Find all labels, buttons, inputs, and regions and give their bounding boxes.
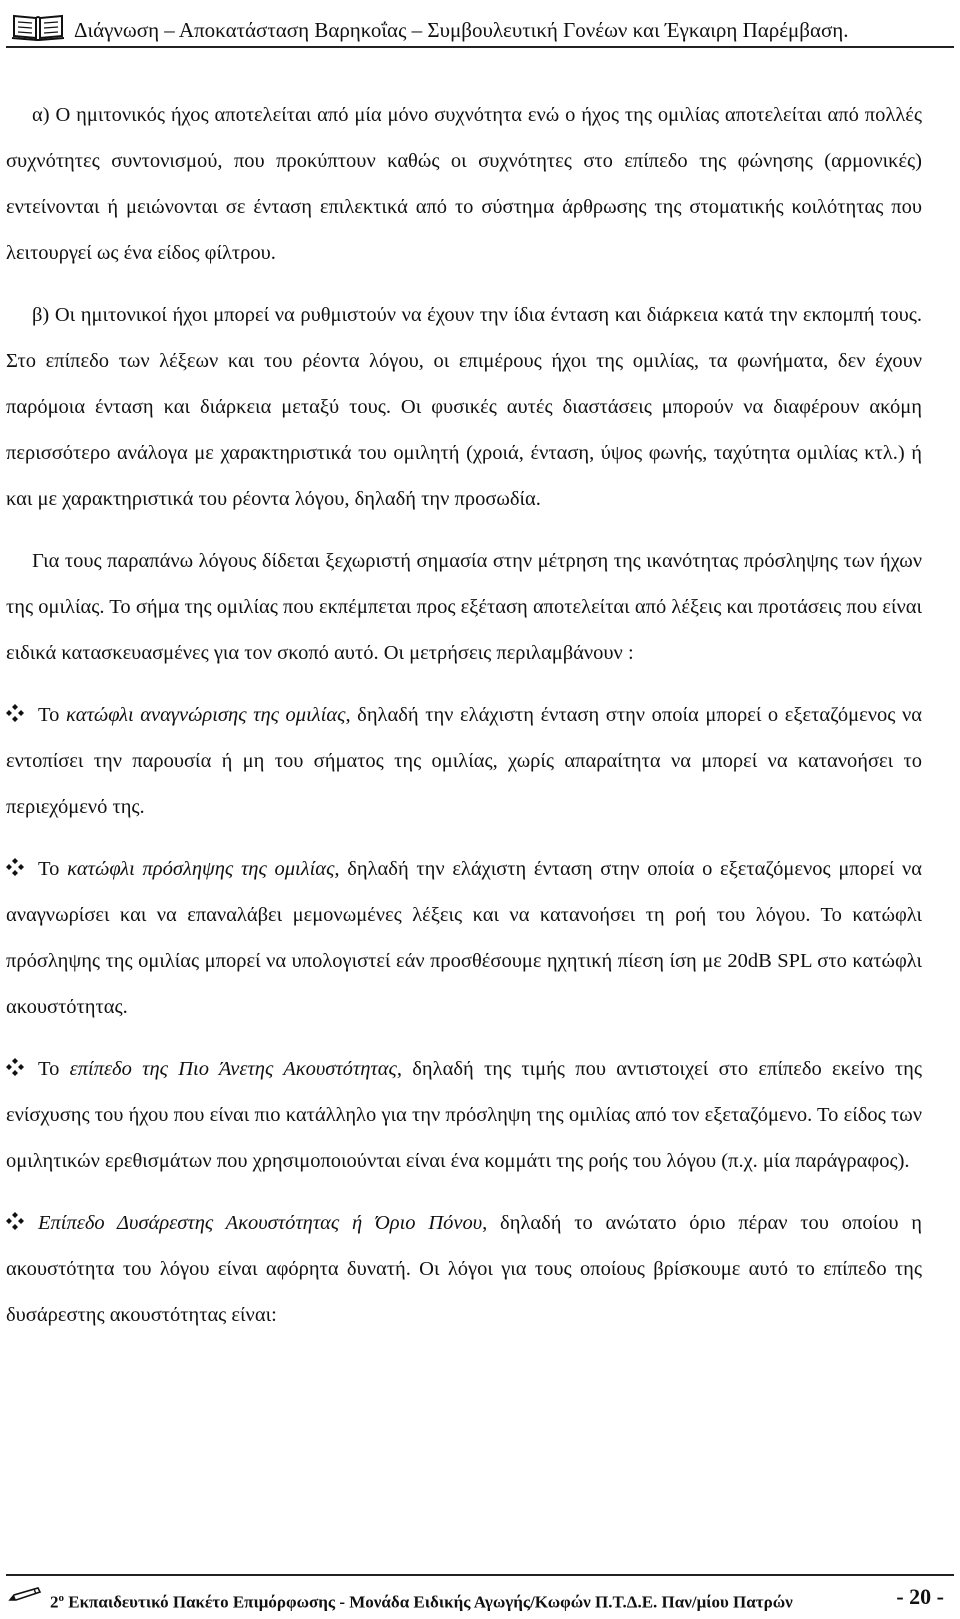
bullet-term: Επίπεδο Δυσάρεστης Ακουστότητας ή Όριο Πόνου xyxy=(38,1212,483,1234)
bullet-lead: Το xyxy=(38,858,68,880)
bullet-term: κατώφλι αναγνώρισης της ομιλίας xyxy=(65,704,346,726)
bullet-lead: Το xyxy=(38,704,66,726)
diamond-cluster-icon xyxy=(6,1058,24,1076)
header-title: Διάγνωση – Αποκατάσταση Βαρηκοΐας – Συμβουλευτική Γονέων και Έγκαιρη Παρέμβαση. xyxy=(74,18,849,42)
bullet-item xyxy=(6,846,922,1030)
footer-title: Εκπαιδευτικό Πακέτο Επιμόρφωσης - Μονάδα Ειδικής Αγωγής/Κωφών Π.Τ.Δ.Ε. Παν/μίου Πατρών xyxy=(64,1592,793,1612)
book-icon xyxy=(10,12,66,42)
document-body xyxy=(6,92,922,1354)
paragraph-c: Για τους παραπάνω λόγους δίδεται ξεχωριστή σημασία στην μέτρηση της ικανότητας πρόσληψης των ήχων της ομιλίας. Το σήμα της ομιλίας που εκπέμπεται προς εξέταση αποτελείται από λέξεις και προτάσεις που είναι ειδικά κατασκευασμένες για τον σκοπό αυτό. Οι μετρήσεις περιλαμβάνουν : xyxy=(6,550,922,664)
bullet-text: , δηλαδή της τιμής που αντιστοιχεί στο επίπεδο εκείνο της ενίσχυσης του ήχου που είναι πιο κατάλληλο για την πρόσληψη της ομιλίας από τον εξεταζόμενο. Το είδος των ομιλητικών ερεθισμάτων που χρησιμοποιούνται είναι ένα κομμάτι της ροής του λόγου (π.χ. μία παράγραφος). xyxy=(6,1058,922,1172)
diamond-cluster-icon xyxy=(6,704,24,722)
pencil-icon xyxy=(8,1586,42,1604)
footer-text xyxy=(50,1592,793,1613)
footer-edition-suffix: ο xyxy=(58,1592,64,1604)
bullet-item xyxy=(6,1046,922,1184)
bullet-item xyxy=(6,692,922,830)
page-footer xyxy=(6,1574,954,1618)
paragraph-a: α) Ο ημιτονικός ήχος αποτελείται από μία μόνο συχνότητα ενώ ο ήχος της ομιλίας αποτελείται από πολλές συχνότητες συντονισμού, που προκύπτουν καθώς οι συχνότητες στο επίπεδο της φώνησης (αρμονικές) εντείνονται ή μειώνονται σε ένταση επιλεκτικά από το σύστημα άρθρωσης της στοματικής κοιλότητας που λειτουργεί ως ένα είδος φίλτρου. xyxy=(6,104,922,264)
bullet-text: , δηλαδή το ανώτατο όριο πέραν του οποίου η ακουστότητα του λόγου είναι αφόρητα δυνατή. Οι λόγοι για τους οποίους βρίσκουμε αυτό το επίπεδο της δυσάρεστης ακουστότητας είναι: xyxy=(6,1212,922,1326)
bullet-text: δηλαδή την ελάχιστη ένταση στην οποία ο εξεταζόμενος μπορεί να αναγνωρίσει και να επαναλάβει μεμονωμένες λέξεις και να κατανοήσει τη ροή του λόγου. Το κατώφλι πρόσληψης της ομιλίας μπορεί να υπολογιστεί εάν προσθέσουμε ηχητική πίεση ίση με 20dB SPL στο κατώφλι ακουστότητας. xyxy=(6,858,922,1018)
page-header xyxy=(6,6,954,48)
diamond-cluster-icon xyxy=(6,858,24,876)
bullet-term: επίπεδο της Πιο Άνετης Ακουστότητας xyxy=(69,1058,397,1080)
page-number: - 20 - xyxy=(896,1584,944,1609)
bullet-lead: Το xyxy=(38,1058,70,1080)
bullet-item xyxy=(6,1200,922,1338)
footer-edition-number: 2 xyxy=(50,1592,59,1612)
bullet-term: κατώφλι πρόσληψης της ομιλίας, xyxy=(67,858,340,880)
paragraph-b: β) Οι ημιτονικοί ήχοι μπορεί να ρυθμιστούν να έχουν την ίδια ένταση και διάρκεια κατά την εκπομπή τους. Στο επίπεδο των λέξεων και του ρέοντα λόγου, οι επιμέρους ήχοι της ομιλίας, τα φωνήματα, δεν έχουν παρόμοια ένταση και διάρκεια μεταξύ τους. Οι φυσικές αυτές διαστάσεις μπορούν να διαφέρουν ακόμη περισσότερο ανάλογα με χαρακτηριστικά του ομιλητή (χροιά, ένταση, ύψος φωνής, ταχύτητα ομιλίας κτλ.) ή και με χαρακτηριστικά του ρέοντα λόγου, δηλαδή την προσωδία. xyxy=(6,304,922,510)
bullet-text: , δηλαδή την ελάχιστη ένταση στην οποία μπορεί ο εξεταζόμενος να εντοπίσει την παρουσία ή μη του σήματος της ομιλίας, χωρίς απαραίτητα να μπορεί να κατανοήσει το περιεχόμενό της. xyxy=(6,704,922,818)
diamond-cluster-icon xyxy=(6,1212,24,1230)
